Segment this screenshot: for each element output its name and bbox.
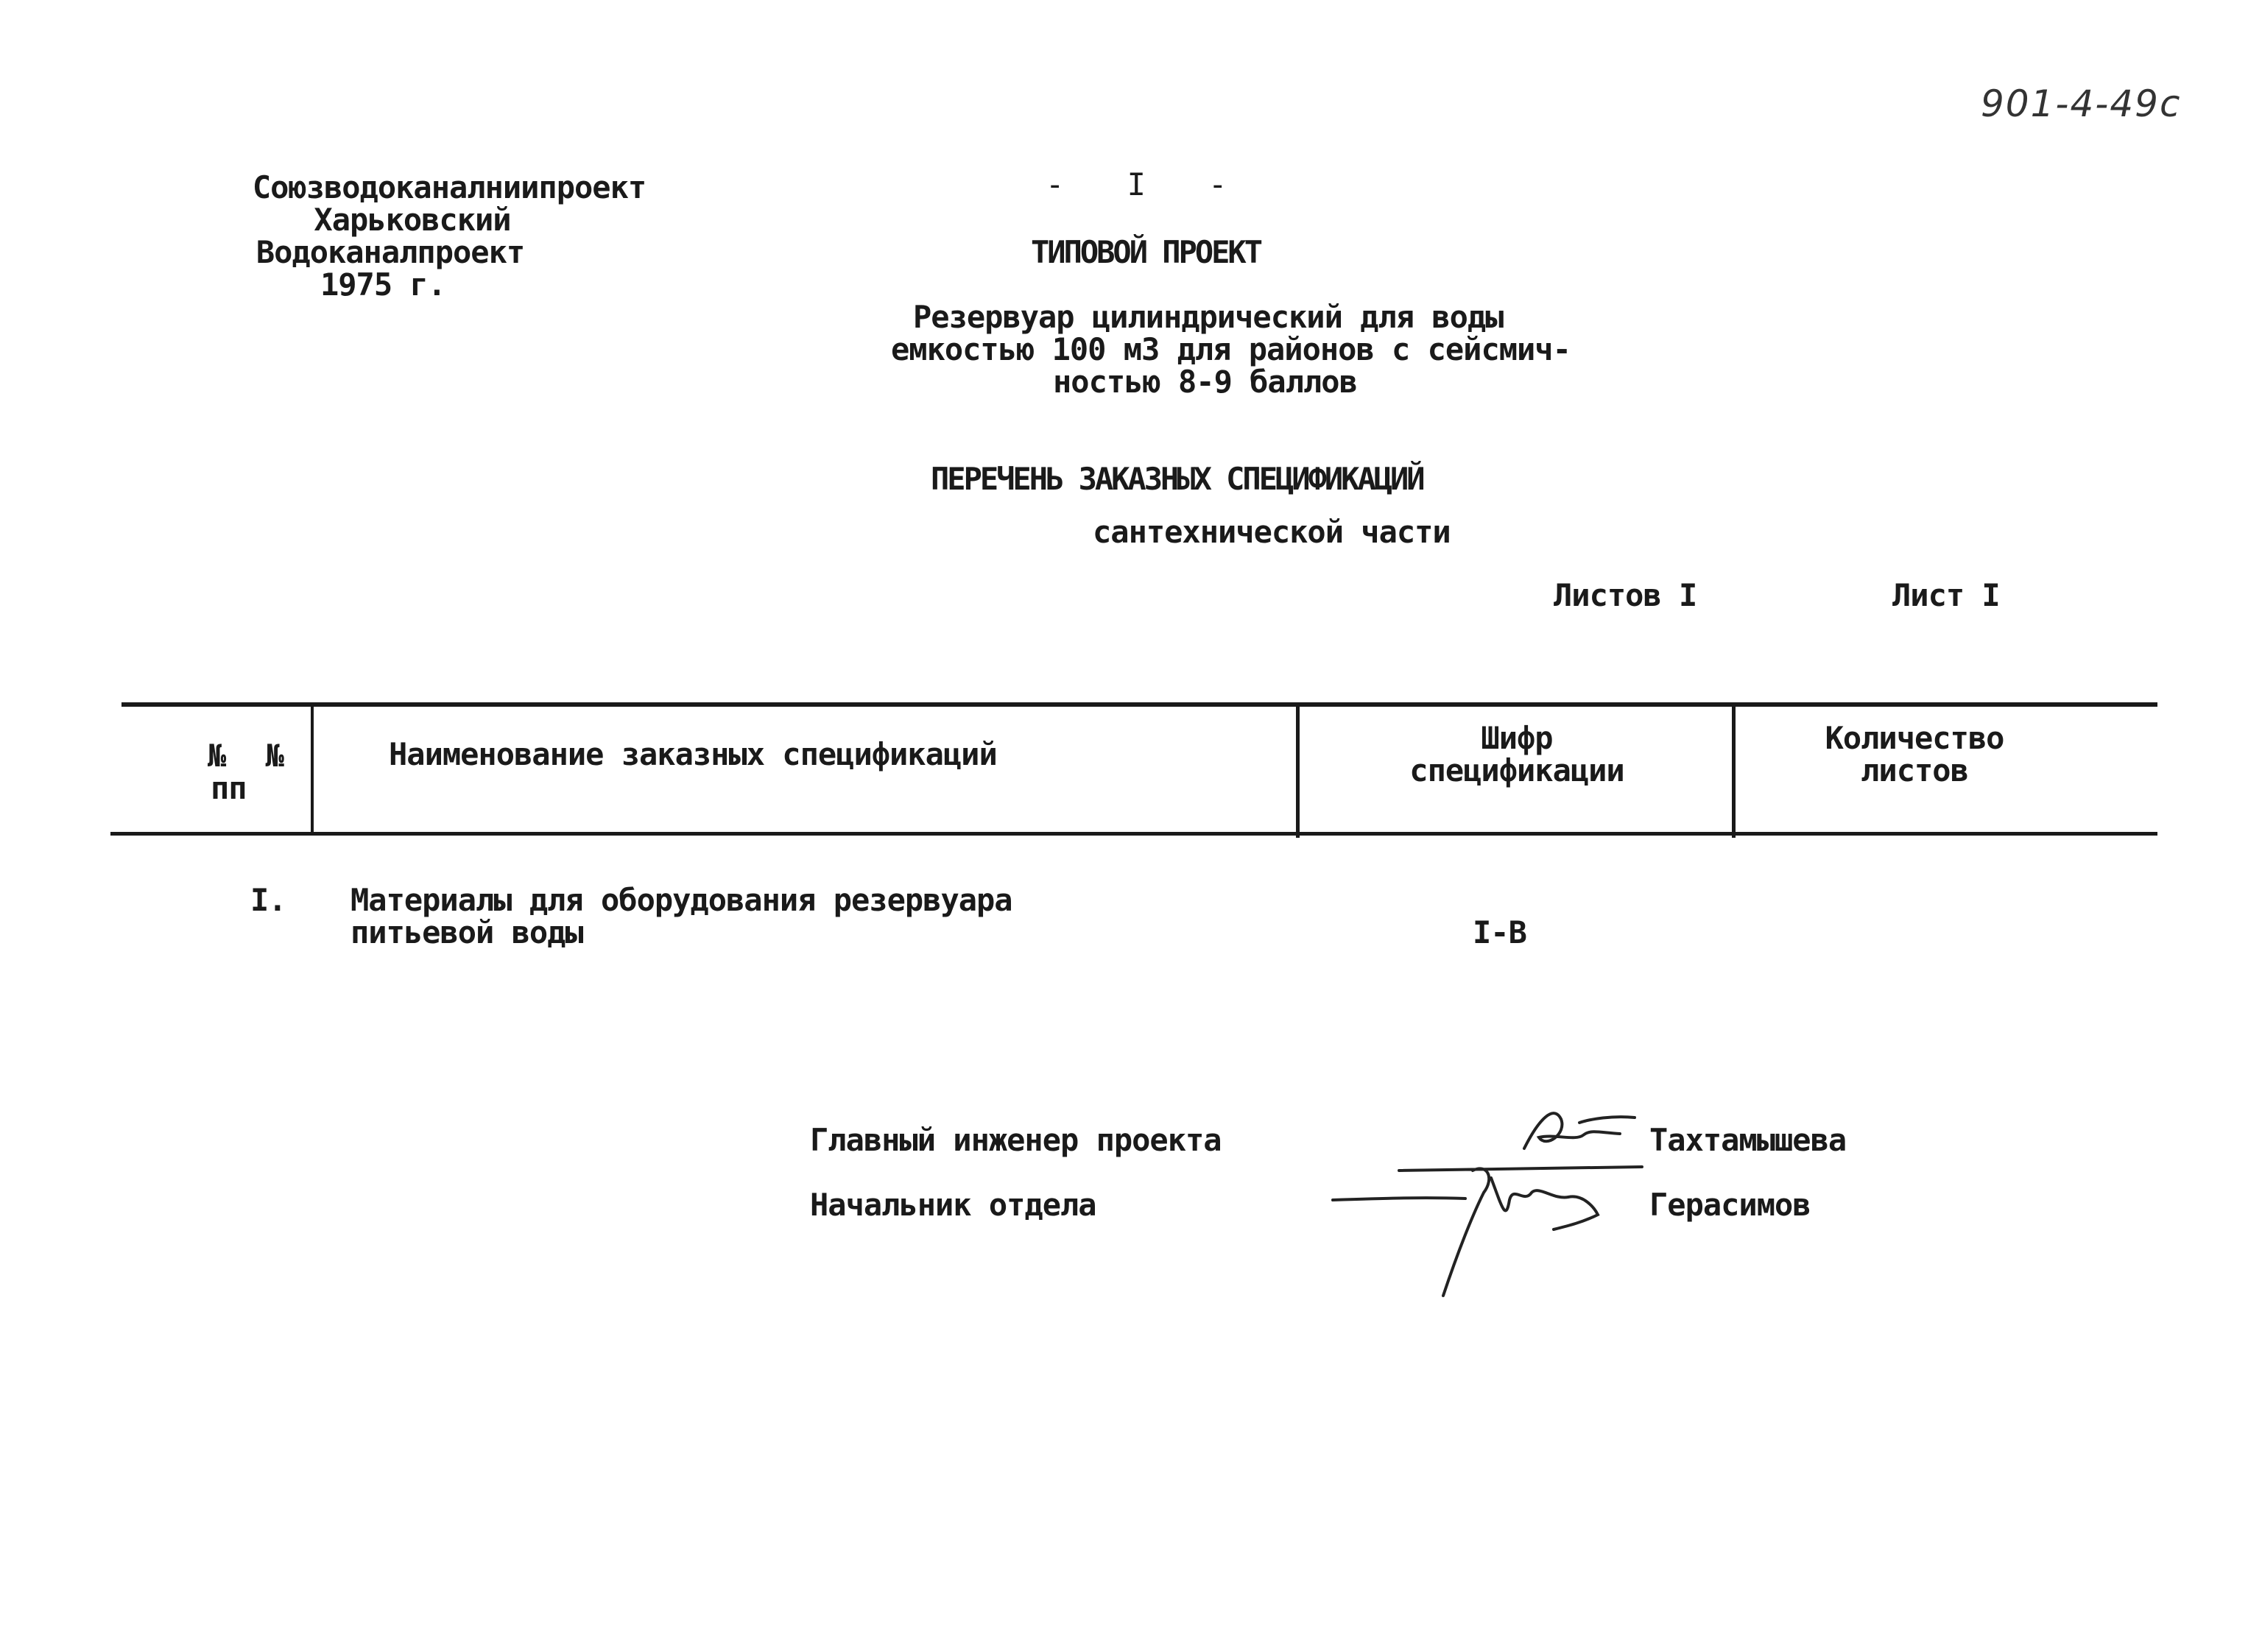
name-chief-engineer: Тахтамышева: [1649, 1122, 1847, 1158]
project-type-title: ТИПОВОЙ ПРОЕКТ: [1031, 234, 1261, 270]
row-name-line1: Материалы для оборудования резервуара: [350, 882, 1012, 918]
org-city: Харьковский: [314, 202, 511, 238]
sheets-total: Листов I: [1554, 577, 1697, 613]
project-desc-line3: ностью 8-9 баллов: [1053, 364, 1357, 400]
header-code-sub: спецификации: [1409, 752, 1624, 788]
project-desc-line1: Резервуар цилиндрический для воды: [913, 299, 1504, 335]
row-num: I.: [250, 882, 286, 918]
table-divider-2: [1296, 705, 1300, 838]
org-division: Водоканалпроект: [256, 234, 525, 270]
table-header-bottom-border: [110, 832, 2157, 836]
page-marker: - I -: [1046, 166, 1250, 202]
table-divider-3: [1732, 705, 1736, 838]
row-code: I-В: [1473, 914, 1526, 950]
header-count-sub: листов: [1861, 752, 1968, 788]
table-top-border: [121, 702, 2157, 707]
project-desc-line2: емкостью 100 м3 для районов с сейсмич-: [891, 331, 1571, 367]
org-name: Союзводоканалниипроект: [252, 169, 646, 205]
list-subtitle: сантехнической части: [1093, 514, 1451, 550]
role-department-head: Начальник отдела: [810, 1187, 1096, 1223]
table-divider-1: [311, 705, 314, 834]
role-chief-engineer: Главный инженер проекта: [810, 1122, 1222, 1158]
signature-department-head: [1333, 1134, 1642, 1303]
list-title: ПЕРЕЧЕНЬ ЗАКАЗНЫХ СПЕЦИФИКАЦИЙ: [931, 461, 1423, 497]
header-num: № №: [208, 738, 295, 774]
row-name-line2: питьевой воды: [350, 914, 583, 950]
header-num-sub: пп: [211, 770, 247, 806]
name-department-head: Герасимов: [1649, 1187, 1811, 1223]
header-count: Количество: [1825, 720, 2004, 756]
document-number: 901-4-49с: [1981, 82, 2182, 125]
header-name: Наименование заказных спецификаций: [389, 736, 997, 772]
sheet-number: Лист I: [1892, 577, 2000, 613]
header-code: Шифр: [1481, 720, 1553, 756]
org-year: 1975 г.: [320, 266, 445, 303]
